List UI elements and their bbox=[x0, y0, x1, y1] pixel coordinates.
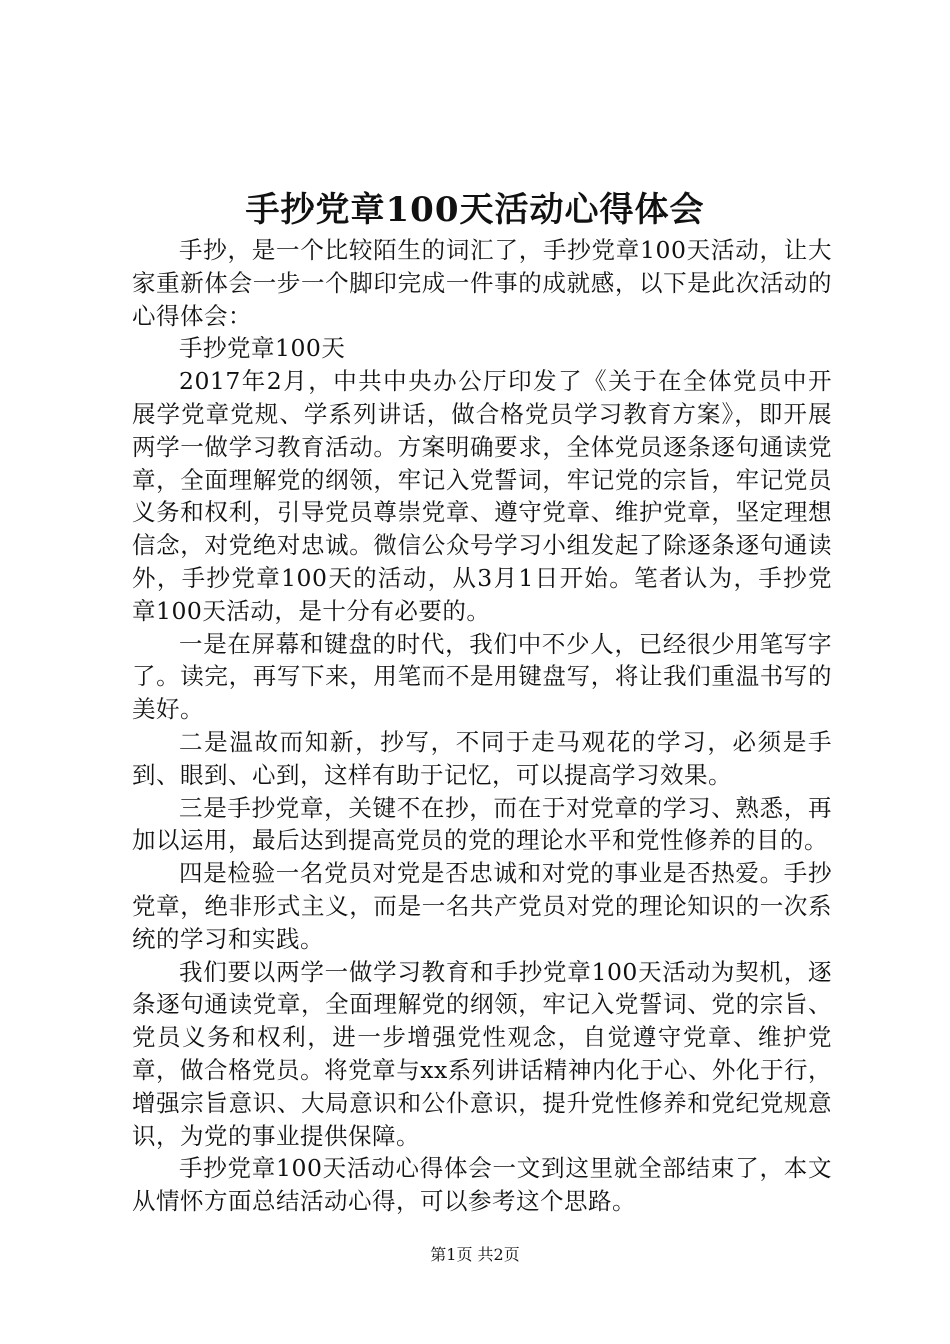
paragraph-point-four: 四是检验一名党员对党是否忠诚和对党的事业是否热爱。手抄党章，绝非形式主义，而是一名共产党员对党的理论知识的一次系统的学习和实践。 bbox=[132, 859, 832, 953]
document-body bbox=[132, 234, 832, 1218]
paragraph-point-three: 三是手抄党章，关键不在抄，而在于对党章的学习、熟悉，再加以运用，最后达到提高党员的党的理论水平和党性修养的目的。 bbox=[132, 793, 832, 855]
paragraph-background: 2017年2月，中共中央办公厅印发了《关于在全体党员中开展学党章党规、学系列讲话，做合格党员学习教育方案》，即开展两学一做学习教育活动。方案明确要求，全体党员逐条逐句通读党章，全面理解党的纲领，牢记入党誓词，牢记党的宗旨，牢记党员义务和权利，引导党员尊崇党章、遵守党章、维护党章，坚定理想信念，对党绝对忠诚。微信公众号学习小组发起了除逐条逐句通读外，手抄党章100天的活动，从3月1日开始。笔者认为，手抄党章100天活动，是十分有必要的。 bbox=[132, 367, 832, 625]
page-number-footer: 第1页 共2页 bbox=[430, 1245, 520, 1264]
paragraph-point-two: 二是温故而知新，抄写，不同于走马观花的学习，必须是手到、眼到、心到，这样有助于记忆，可以提高学习效果。 bbox=[132, 727, 832, 789]
document-title: 手抄党章100天活动心得体会 bbox=[245, 190, 705, 230]
paragraph-subheading: 手抄党章100天 bbox=[179, 334, 346, 363]
paragraph-point-one: 一是在屏幕和键盘的时代，我们中不少人，已经很少用笔写字了。读完，再写下来，用笔而不是用键盘写，将让我们重温书写的美好。 bbox=[132, 629, 832, 724]
paragraph-conclusion: 手抄党章100天活动心得体会一文到这里就全部结束了，本文从情怀方面总结活动心得，可以参考这个思路。 bbox=[132, 1154, 832, 1216]
paragraph-call-to-action: 我们要以两学一做学习教育和手抄党章100天活动为契机，逐条逐句通读党章，全面理解党的纲领，牢记入党誓词、党的宗旨、党员义务和权利，进一步增强党性观念，自觉遵守党章、维护党章，做合格党员。将党章与xx系列讲话精神内化于心、外化于行，增强宗旨意识、大局意识和公仆意识，提升党性修养和党纪党规意识，为党的事业提供保障。 bbox=[132, 957, 832, 1150]
paragraph-intro: 手抄，是一个比较陌生的词汇了，手抄党章100天活动，让大家重新体会一步一个脚印完成一件事的成就感，以下是此次活动的心得体会： bbox=[132, 236, 832, 330]
